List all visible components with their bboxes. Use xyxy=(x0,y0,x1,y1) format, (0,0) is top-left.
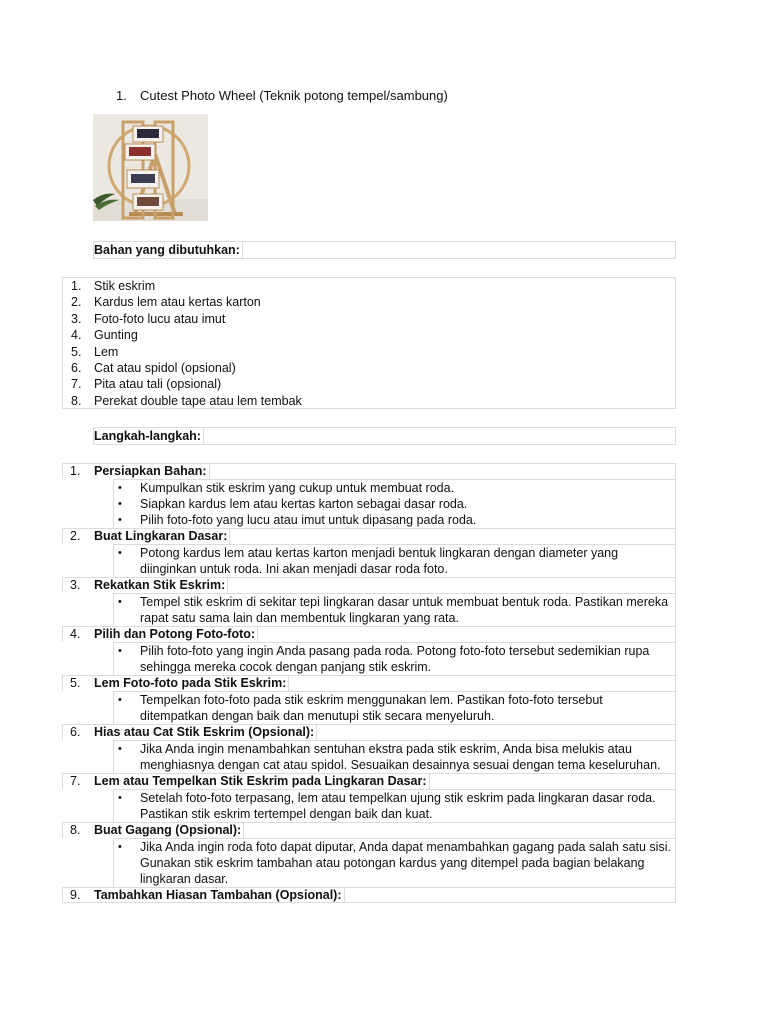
step-title: Hias atau Cat Stik Eskrim (Opsional): xyxy=(94,724,317,740)
step-bullets xyxy=(113,642,676,675)
step-heading xyxy=(62,724,676,740)
bullet-item xyxy=(114,643,675,675)
bullet-item xyxy=(114,741,675,773)
step-title: Lem atau Tempelkan Stik Eskrim pada Lingkaran Dasar: xyxy=(94,773,430,789)
list-text: Stik eskrim xyxy=(94,279,156,293)
list-text: Cat atau spidol (opsional) xyxy=(94,360,236,375)
bullet-item xyxy=(114,790,675,822)
bullet-item xyxy=(114,839,675,887)
step-heading xyxy=(62,463,676,479)
step-heading xyxy=(62,675,676,691)
bullet-text: Pilih foto-foto yang lucu atau imut untuk dipasang pada roda. xyxy=(140,513,477,527)
step-heading xyxy=(62,773,676,789)
step-number: 6. xyxy=(70,725,81,739)
bullet-text: Jika Anda ingin roda foto dapat diputar, Anda dapat menambahkan gagang pada salah satu sisi. Gunakan stik eskrim tambahan atau potongan kardus yang ditempel pada bagian belakang lingkaran dasar. xyxy=(140,840,671,886)
list-item xyxy=(63,360,675,376)
list-item xyxy=(63,294,675,310)
step-number: 7. xyxy=(70,774,81,788)
list-text: Perekat double tape atau lem tembak xyxy=(94,393,302,408)
steps-label-box xyxy=(93,427,676,445)
step-number: 8. xyxy=(70,823,81,837)
step-number: 1. xyxy=(70,464,81,478)
bullet-text: Siapkan kardus lem atau kertas karton sebagai dasar roda. xyxy=(140,497,468,511)
step-number: 5. xyxy=(70,676,81,690)
bullet-icon: • xyxy=(118,596,122,608)
list-number: 2. xyxy=(71,295,82,310)
bullet-text: Potong kardus lem atau kertas karton menjadi bentuk lingkaran dengan diameter yang diinginkan untuk roda. Ini akan menjadi dasar roda foto. xyxy=(140,546,619,576)
step-heading xyxy=(62,887,676,903)
list-number: 8. xyxy=(71,393,82,408)
heading-number: 1. xyxy=(116,88,127,103)
heading-title: Cutest Photo Wheel (Teknik potong tempel/sambung) xyxy=(140,88,448,103)
materials-label: Bahan yang dibutuhkan: xyxy=(94,242,243,258)
bullet-icon: • xyxy=(118,482,122,494)
list-text: Kardus lem atau kertas karton xyxy=(94,295,261,310)
bullet-text: Tempelkan foto-foto pada stik eskrim menggunakan lem. Pastikan foto-foto tersebut ditempatkan dengan baik dan menutupi stik secara menyeluruh. xyxy=(140,693,603,723)
steps-label: Langkah-langkah: xyxy=(94,428,204,444)
list-number: 4. xyxy=(71,328,82,343)
list-number: 5. xyxy=(71,344,82,359)
bullet-icon: • xyxy=(118,694,122,706)
bullet-text: Setelah foto-foto terpasang, lem atau tempelkan ujung stik eskrim pada lingkaran dasar roda. Pastikan stik eskrim tertempel dengan baik dan kuat. xyxy=(140,791,656,821)
list-number: 7. xyxy=(71,377,82,392)
bullet-icon: • xyxy=(118,547,122,559)
step-heading xyxy=(62,528,676,544)
list-text: Gunting xyxy=(94,328,138,343)
step-bullets xyxy=(113,691,676,724)
step-bullets xyxy=(113,740,676,773)
bullet-text: Tempel stik eskrim di sekitar tepi lingkaran dasar untuk membuat bentuk roda. Pastikan mereka rapat satu sama lain dan membentuk lingkaran yang rata. xyxy=(140,595,669,625)
document-heading xyxy=(116,88,448,104)
bullet-text: Jika Anda ingin menambahkan sentuhan ekstra pada stik eskrim, Anda bisa melukis atau menghiasnya dengan cat atau spidol. Sesuaikan desainnya sesuai dengan tema keseluruhan. xyxy=(140,742,661,772)
list-item xyxy=(63,327,675,343)
step-title: Tambahkan Hiasan Tambahan (Opsional): xyxy=(94,887,345,903)
step-title: Buat Lingkaran Dasar: xyxy=(94,528,230,544)
steps-list xyxy=(62,463,676,903)
bullet-text: Kumpulkan stik eskrim yang cukup untuk membuat roda. xyxy=(140,481,455,495)
bullet-item xyxy=(114,512,675,528)
step-bullets xyxy=(113,838,676,887)
list-number: 6. xyxy=(71,360,82,375)
list-number: 1. xyxy=(71,279,82,293)
bullet-icon: • xyxy=(118,514,122,526)
step-number: 2. xyxy=(70,529,81,543)
bullet-item xyxy=(114,480,675,496)
list-item xyxy=(63,376,675,392)
list-item xyxy=(63,393,675,409)
step-number: 3. xyxy=(70,578,81,592)
step-bullets xyxy=(113,789,676,822)
bullet-icon: • xyxy=(118,743,122,755)
list-text: Lem xyxy=(94,344,119,359)
list-number: 3. xyxy=(71,311,82,326)
list-item xyxy=(63,278,675,294)
step-number: 4. xyxy=(70,627,81,641)
list-item xyxy=(63,344,675,360)
bullet-item xyxy=(114,594,675,626)
step-bullets xyxy=(113,593,676,626)
list-item xyxy=(63,311,675,327)
materials-label-box xyxy=(93,241,676,259)
step-heading xyxy=(62,822,676,838)
bullet-icon: • xyxy=(118,792,122,804)
bullet-icon: • xyxy=(118,498,122,510)
step-title: Pilih dan Potong Foto-foto: xyxy=(94,626,258,642)
step-heading xyxy=(62,577,676,593)
bullet-icon: • xyxy=(118,645,122,657)
step-title: Persiapkan Bahan: xyxy=(94,463,210,479)
step-number: 9. xyxy=(70,888,81,902)
bullet-item xyxy=(114,692,675,724)
step-bullets xyxy=(113,544,676,577)
step-title: Rekatkan Stik Eskrim: xyxy=(94,577,228,593)
materials-list xyxy=(62,277,676,409)
list-text: Pita atau tali (opsional) xyxy=(94,377,222,392)
bullet-icon: • xyxy=(118,841,122,853)
step-title: Buat Gagang (Opsional): xyxy=(94,822,244,838)
ferris-wheel-photo xyxy=(93,114,208,221)
bullet-item xyxy=(114,496,675,512)
ferris-wheel-photo-icon xyxy=(93,114,208,221)
step-bullets xyxy=(113,479,676,528)
list-text: Foto-foto lucu atau imut xyxy=(94,311,226,326)
bullet-text: Pilih foto-foto yang ingin Anda pasang pada roda. Potong foto-foto tersebut sedemikian rupa sehingga mereka cocok dengan panjang stik eskrim. xyxy=(140,644,650,674)
step-title: Lem Foto-foto pada Stik Eskrim: xyxy=(94,675,289,691)
bullet-item xyxy=(114,545,675,577)
step-heading xyxy=(62,626,676,642)
